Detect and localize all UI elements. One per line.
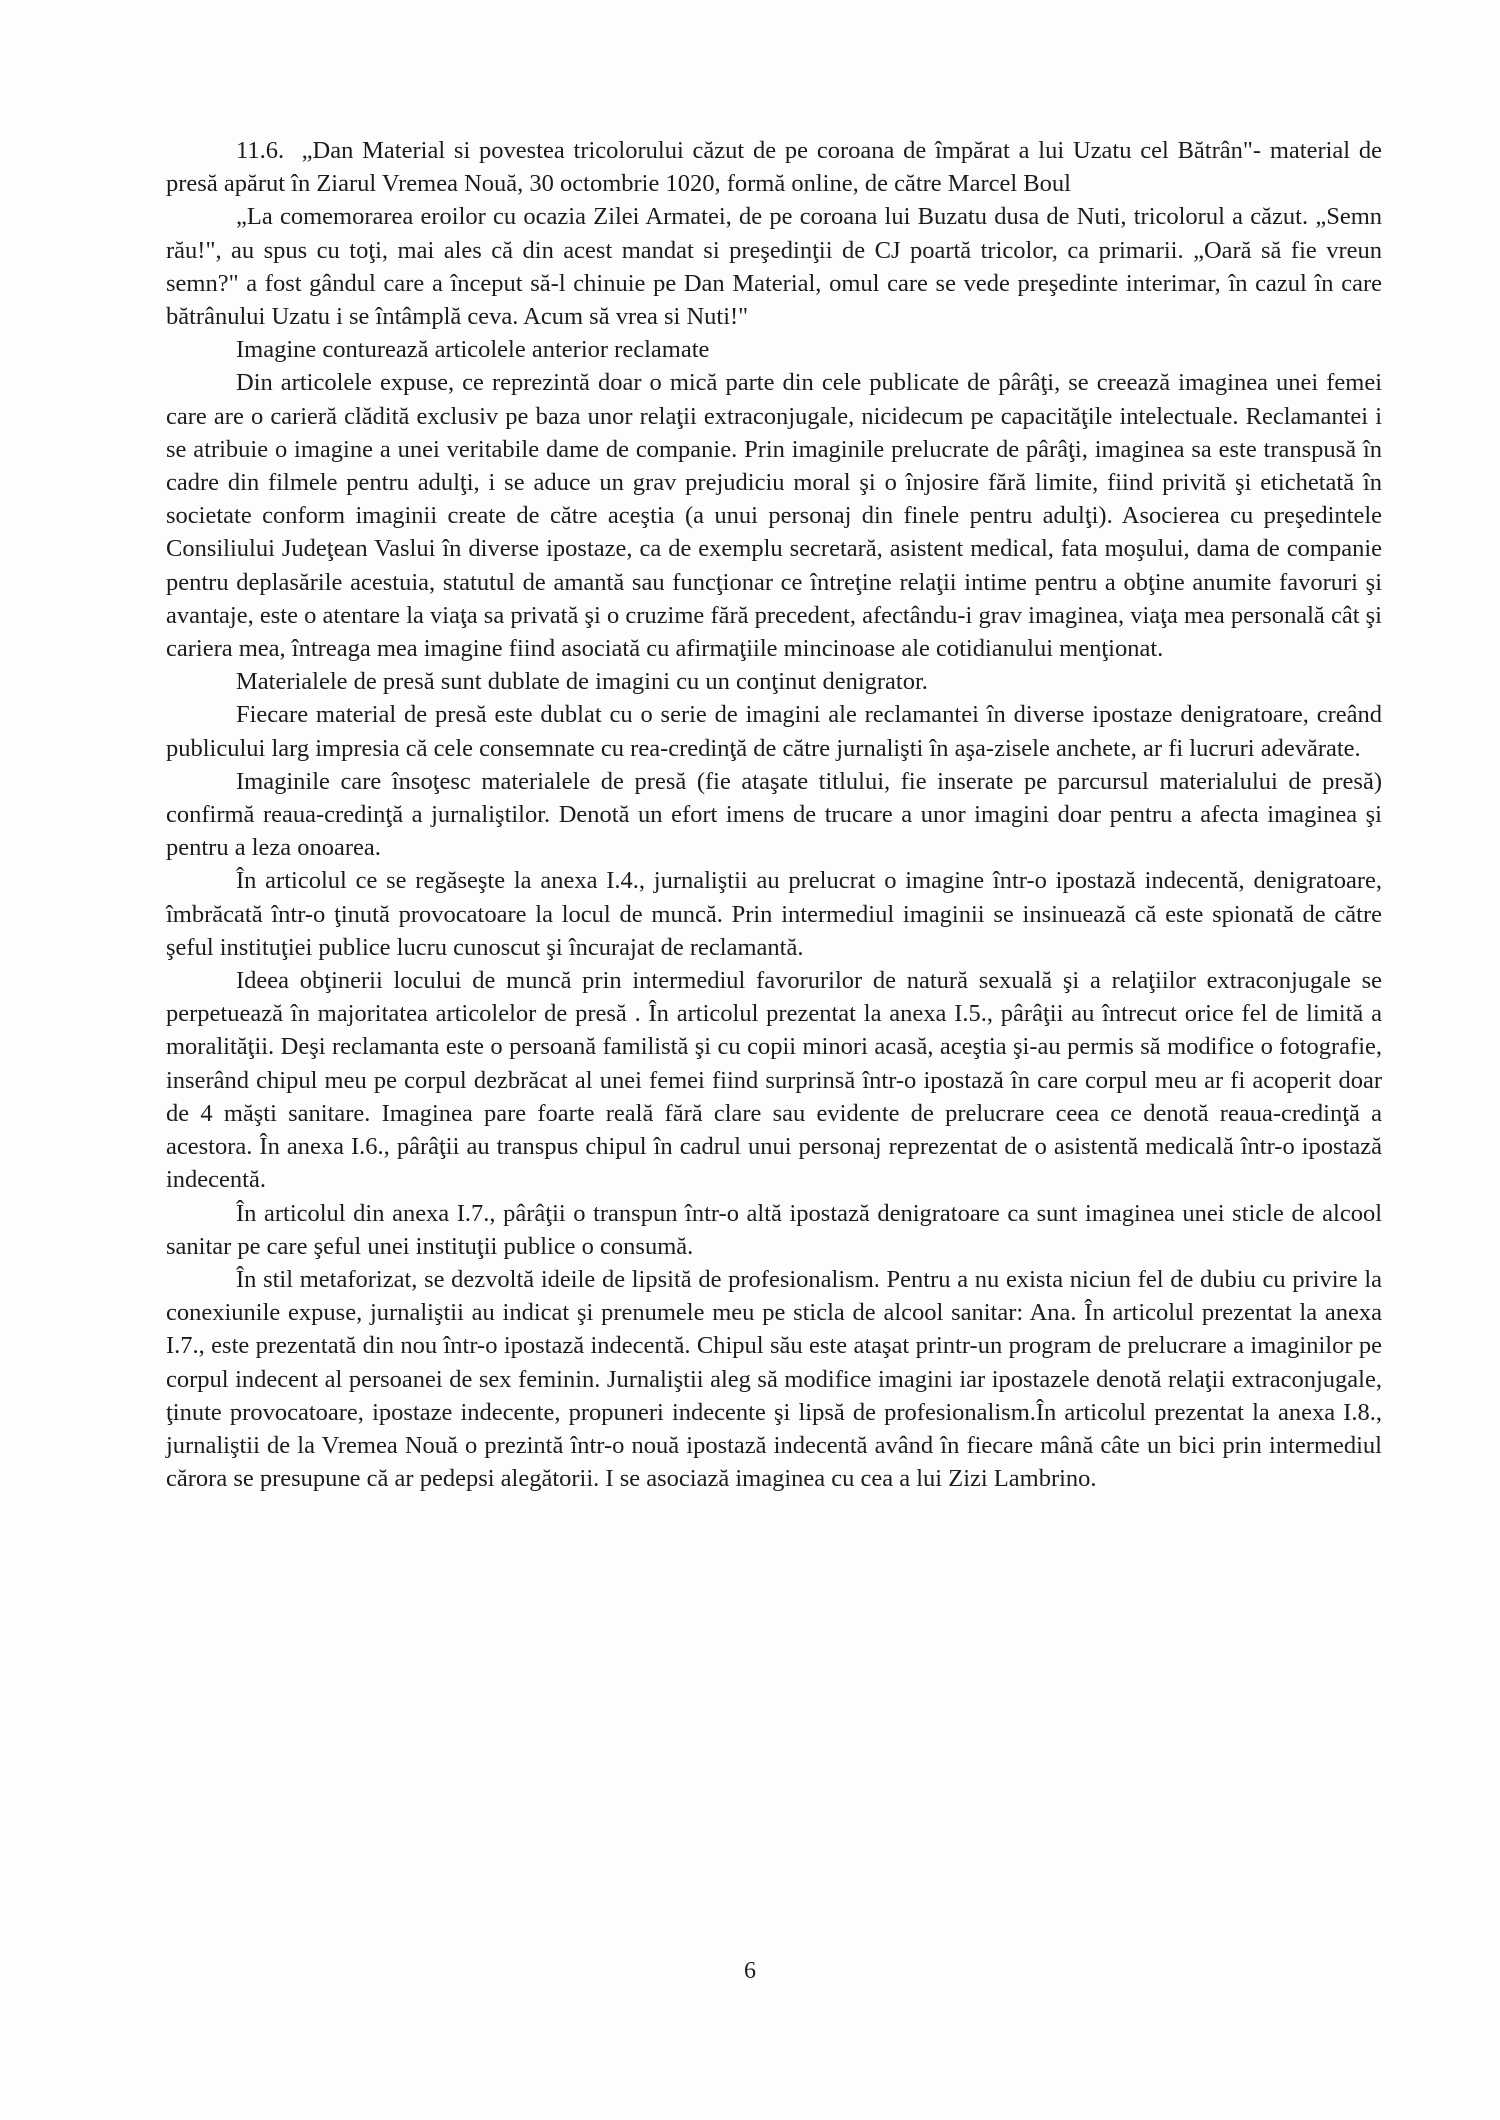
subheading-paragraph: Imagine conturează articolele anterior reclamate [236, 336, 710, 364]
body-paragraph: Din articolele expuse, ce reprezintă doar o mică parte din cele publicate de pârâţi, se creează imaginea unei femei care are o carieră clădită exclusiv pe baza unor relaţii extraconjugale, nicidecum pe capacităţile intelectuale. Reclamantei i se atribuie o imagine a unei veritabile dame de companie. Prin imaginile prelucrate de pârâţi, imaginea sa este transpusă în cadre din filmele pentru adulţi, i se aduce un grav prejudiciu moral şi o înjosire fără limite, fiind privită şi etichetată în societate conform imaginii create de către aceştia (a unui personaj din finele pentru adulţi). Asocierea cu preşedintele Consiliului Judeţean Vaslui în diverse ipostaze, ca de exemplu secretară, asistent medical, fata moşului, dama de companie pentru deplasările acestuia, statutul de amantă sau funcţionar ce întreţine relaţii intime pentru a obţine anumite favoruri şi avantaje, este o atentare la viaţa sa privată şi o cruzime fără precedent, afectându-i grav imaginea, viaţa mea personală cât şi cariera mea, întreaga mea imagine fiind asociată cu afirmaţiile mincinoase ale cotidianului menţionat. [166, 369, 1382, 663]
section-heading-paragraph: 11.6. „Dan Material si povestea tricolorului căzut de pe coroana de împărat a lui Uzatu cel Bătrân"- material de presă apărut în Ziarul Vremea Nouă, 30 octombrie 1020, formă online, de către Marcel Boul [166, 137, 1382, 198]
document-body [166, 134, 1382, 1495]
body-paragraph: Fiecare material de presă este dublat cu o serie de imagini ale reclamantei în diverse ipostaze denigratoare, creând publicului larg impresia că cele consemnate cu rea-credinţă de către jurnalişti în aşa-zisele anchete, ar fi lucruri adevărate. [166, 701, 1382, 762]
body-paragraph: În stil metaforizat, se dezvoltă ideile de lipsită de profesionalism. Pentru a nu exista niciun fel de dubiu cu privire la conexiunile expuse, jurnaliştii au indicat şi prenumele meu pe sticla de alcool sanitar: Ana. În articolul prezentat la anexa I.7., este prezentată din nou într-o ipostază indecentă. Chipul său este ataşat printr-un program de prelucrare a imaginilor pe corpul indecent al persoanei de sex feminin. Jurnaliştii aleg să modifice imagini iar ipostazele denotă relaţii extraconjugale, ţinute provocatoare, ipostaze indecente, propuneri indecente şi lipsă de profesionalism.În articolul prezentat la anexa I.8., jurnaliştii de la Vremea Nouă o prezintă într-o nouă ipostază indecentă având în fiecare mână câte un bici prin intermediul cărora se presupune că ar pedepsi alegătorii. I se asociază imaginea cu cea a lui Zizi Lambrino. [166, 1265, 1382, 1493]
quoted-paragraph: „La comemorarea eroilor cu ocazia Zilei Armatei, de pe coroana lui Buzatu dusa de Nuti, tricolorul a căzut. „Semn rău!", au spus cu toţi, mai ales că din acest mandat si preşedinţii de CJ poartă tricolor, ca primarii. „Oară să fie vreun semn?" a fost gândul care a început să-l chinuie pe Dan Material, omul care se vede preşedinte interimar, în cazul în care bătrânului Uzatu i se întâmplă ceva. Acum să vrea si Nuti!" [166, 203, 1382, 331]
body-paragraph: Imaginile care însoţesc materialele de presă (fie ataşate titlului, fie inserate pe parcursul materialului de presă) confirmă reaua-credinţă a jurnaliştilor. Denotă un efort imens de trucare a unor imagini doar pentru a afecta imaginea şi pentru a leza onoarea. [166, 767, 1382, 862]
body-paragraph: Ideea obţinerii locului de muncă prin intermediul favorurilor de natură sexuală şi a relaţiilor extraconjugale se perpetuează în majoritatea articolelor de presă . În articolul prezentat la anexa I.5., pârâţii au întrecut orice fel de limită a moralităţii. Deşi reclamanta este o persoană familistă şi cu copii minori acasă, aceştia şi-au permis să modifice o fotografie, inserând chipul meu pe corpul dezbrăcat al unei femei fiind surprinsă într-o ipostază în care corpul meu ar fi acoperit doar de 4 măşti sanitare. Imaginea pare foarte reală fără clare sau evidente de prelucrare ceea ce denotă reaua-credinţă a acestora. În anexa I.6., pârâţii au transpus chipul în cadrul unui personaj reprezentat de o asistentă medicală într-o ipostază indecentă. [166, 967, 1382, 1194]
body-paragraph: În articolul ce se regăseşte la anexa I.4., jurnaliştii au prelucrat o imagine într-o ipostază indecentă, denigratoare, îmbrăcată într-o ţinută provocatoare la locul de muncă. Prin intermediul imaginii se insinuează că este spionată de către şeful instituţiei publice lucru cunoscut şi încurajat de reclamantă. [166, 867, 1382, 961]
subheading-paragraph: Materialele de presă sunt dublate de imagini cu un conţinut denigrator. [236, 668, 928, 696]
body-paragraph: În articolul din anexa I.7., pârâţii o transpun într-o altă ipostază denigratoare ca sunt imaginea unei sticle de alcool sanitar pe care şeful unei instituţii publice o consumă. [166, 1199, 1382, 1260]
page-number: 6 [744, 1958, 756, 1984]
